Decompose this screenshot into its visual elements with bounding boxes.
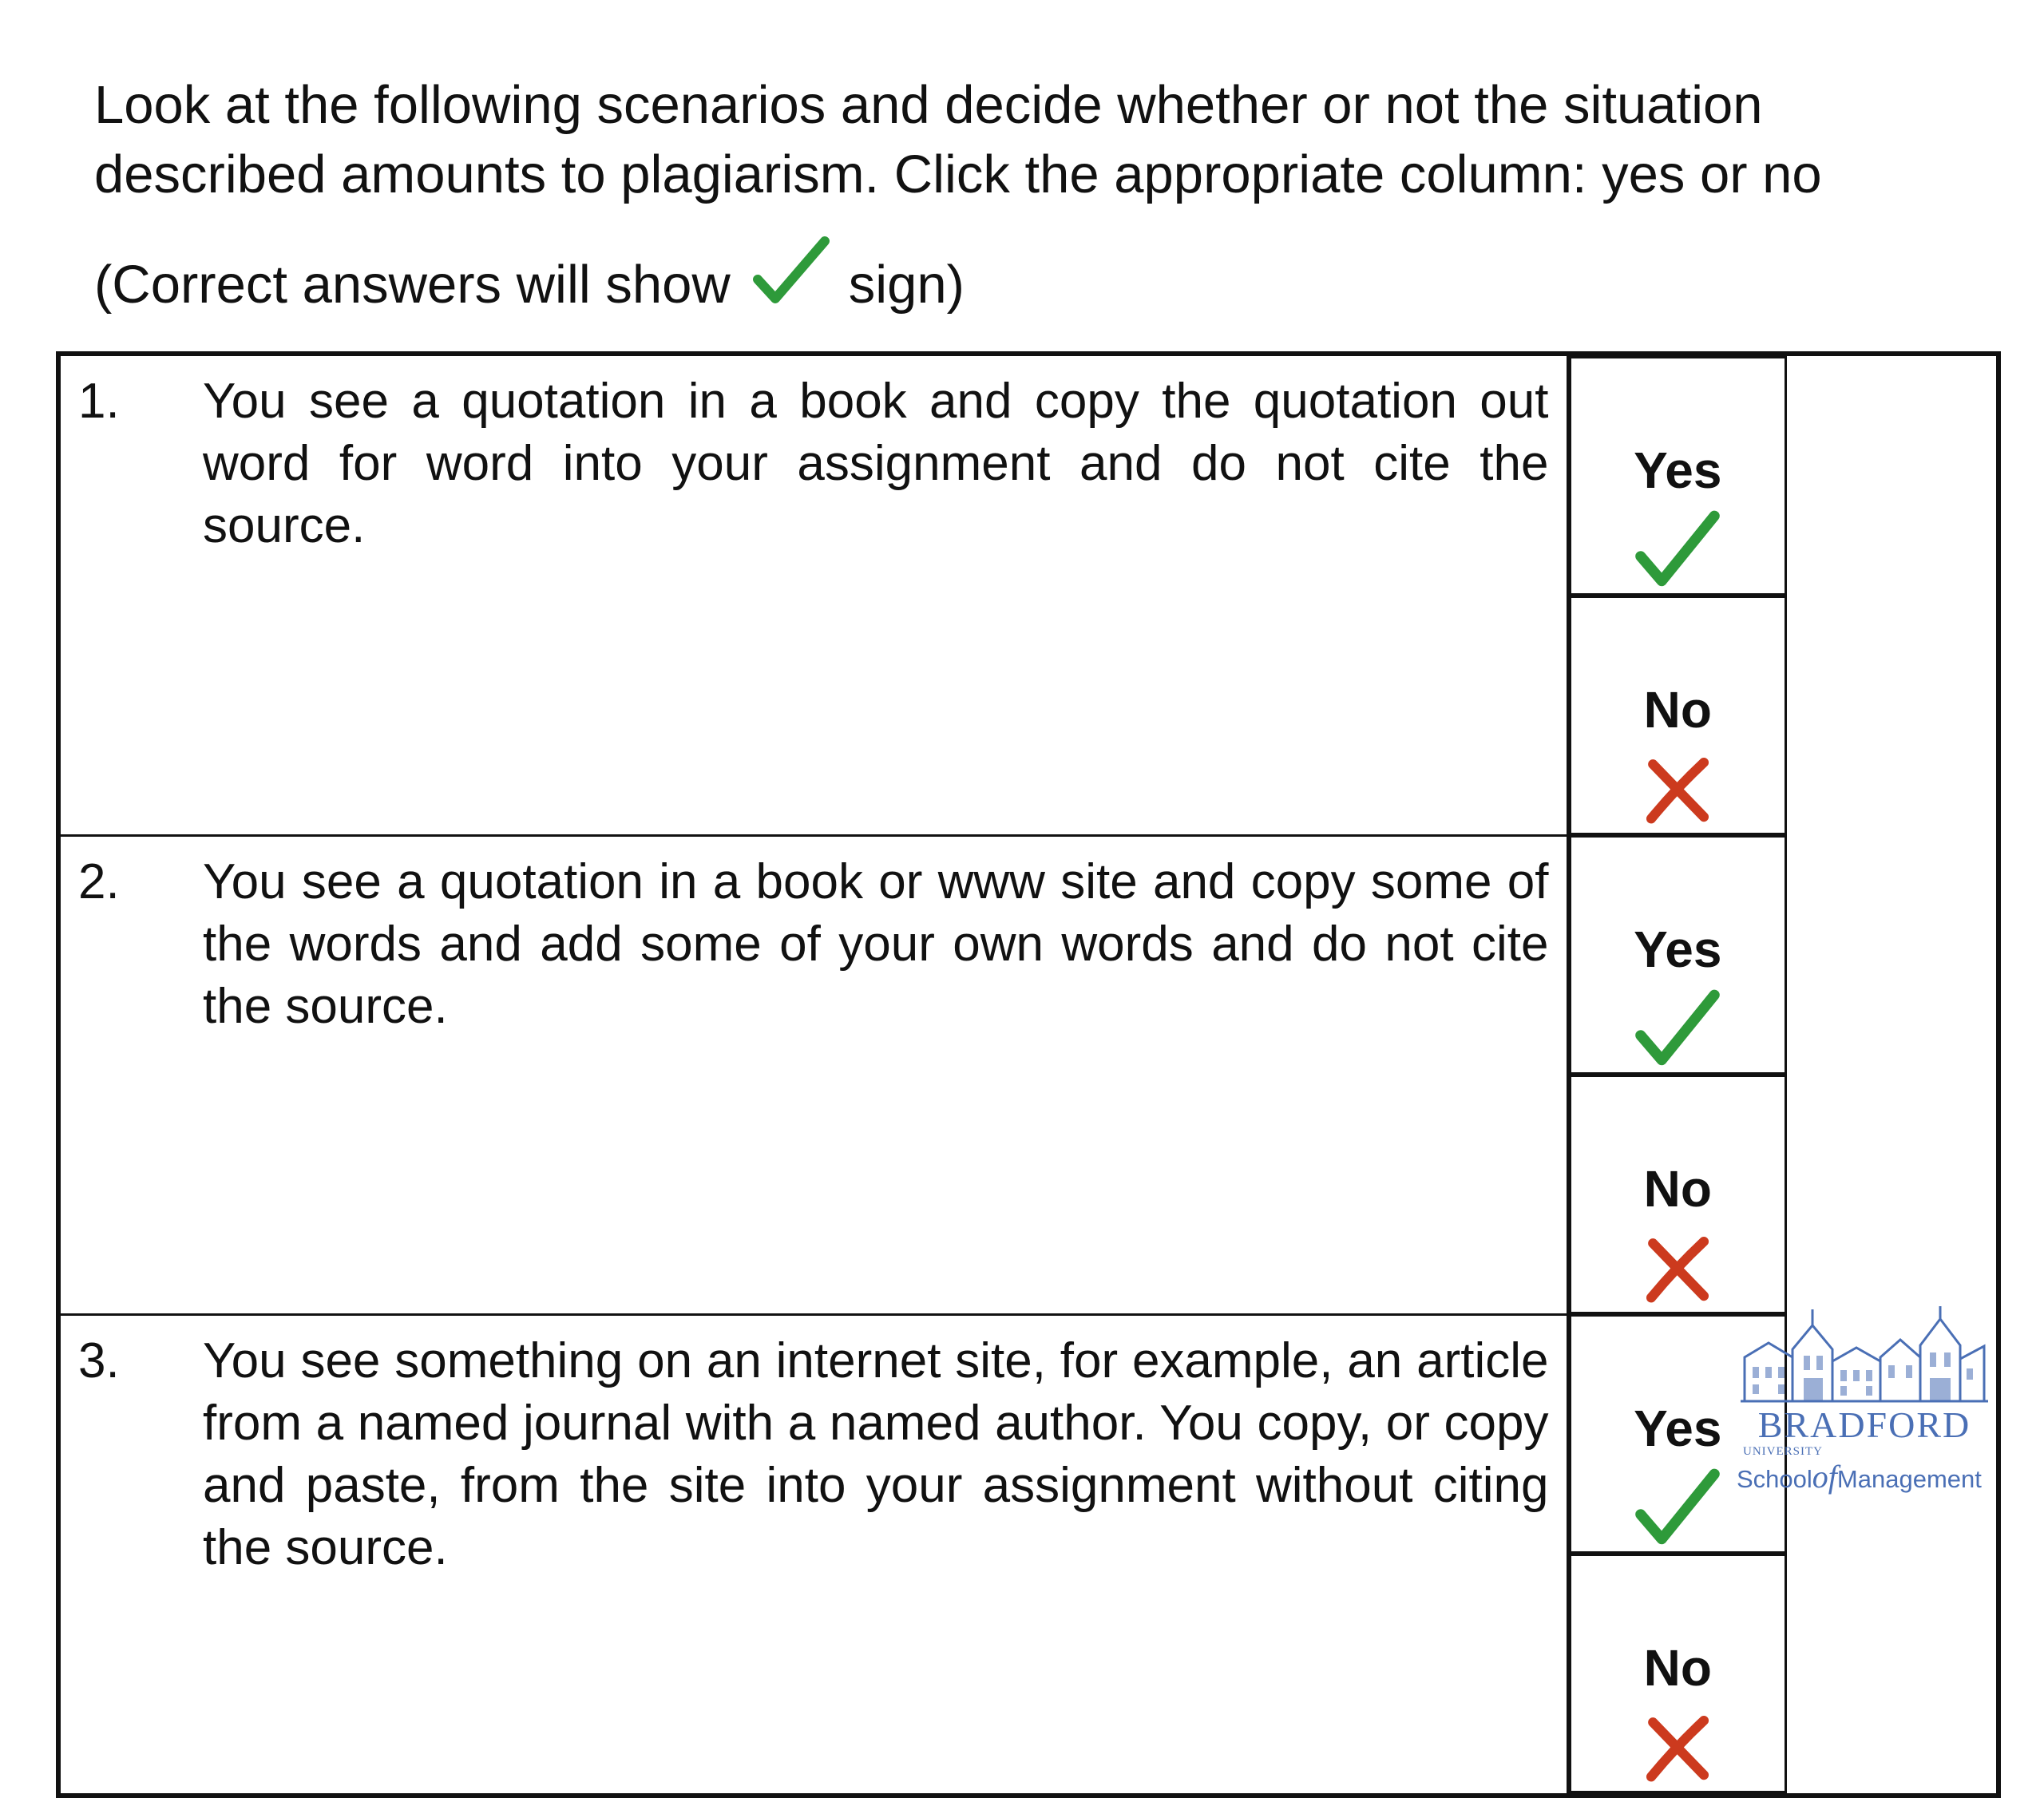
logo-school-prefix: School bbox=[1737, 1465, 1812, 1493]
check-icon bbox=[751, 233, 831, 313]
yes-label: Yes bbox=[1634, 442, 1722, 499]
question-cell bbox=[58, 1314, 1567, 1796]
question-text: You see a quotation in a book or www site and copy some of the words and add some of your own words and do not cite the source. bbox=[203, 853, 1549, 1034]
logo-university: UNIVERSITY bbox=[1743, 1445, 1823, 1458]
question-row-2 bbox=[58, 835, 1998, 1314]
question-text: You see something on an internet site, for example, an article from a named journal with a named author. You copy, or copy and paste, from the site into your assignment without citing the source. bbox=[203, 1333, 1549, 1575]
bradford-logo bbox=[1737, 1301, 1992, 1509]
quiz-table bbox=[56, 351, 2001, 1798]
yes-answer-cell[interactable] bbox=[1569, 835, 1788, 1075]
check-icon bbox=[1634, 505, 1721, 593]
instructions-line-3 bbox=[94, 233, 1994, 319]
instructions-line-3-end: sign) bbox=[848, 255, 965, 315]
yes-label: Yes bbox=[1634, 921, 1722, 978]
cross-icon bbox=[1634, 1224, 1721, 1312]
logo-school bbox=[1737, 1458, 1992, 1495]
question-cell bbox=[58, 835, 1567, 1314]
question-number: 2. bbox=[78, 853, 120, 909]
instructions-line-2: described amounts to plagiarism. Click the appropriate column: yes or no bbox=[94, 145, 1822, 204]
yes-label: Yes bbox=[1634, 1400, 1722, 1457]
instructions-line-3-start: (Correct answers will show bbox=[94, 255, 731, 315]
check-icon bbox=[1634, 1463, 1721, 1551]
no-answer-cell[interactable] bbox=[1569, 596, 1788, 835]
instructions-line-1: Look at the following scenarios and decide whether or not the situation bbox=[94, 75, 1763, 135]
no-answer-cell[interactable] bbox=[1569, 1075, 1788, 1314]
question-number: 1. bbox=[78, 374, 120, 429]
logo-school-suffix: Management bbox=[1836, 1465, 1982, 1493]
logo-school-of: of bbox=[1812, 1459, 1837, 1495]
question-cell bbox=[58, 354, 1567, 835]
building-icon bbox=[1737, 1301, 1992, 1405]
no-label: No bbox=[1643, 1160, 1712, 1218]
cross-icon bbox=[1634, 1703, 1721, 1791]
no-label: No bbox=[1643, 681, 1712, 739]
no-answer-cell[interactable] bbox=[1569, 1554, 1788, 1793]
cross-icon bbox=[1634, 745, 1721, 833]
no-label: No bbox=[1643, 1639, 1712, 1697]
question-row-1 bbox=[58, 354, 1998, 835]
question-text: You see a quotation in a book and copy the quotation out word for word into your assignment and do not cite the source. bbox=[203, 374, 1549, 553]
question-row-3 bbox=[58, 1314, 1998, 1796]
check-icon bbox=[1634, 984, 1721, 1072]
question-number: 3. bbox=[78, 1333, 120, 1388]
yes-answer-cell[interactable] bbox=[1569, 356, 1788, 596]
instructions bbox=[94, 70, 1994, 319]
logo-name: BRADFORD bbox=[1757, 1404, 1971, 1445]
